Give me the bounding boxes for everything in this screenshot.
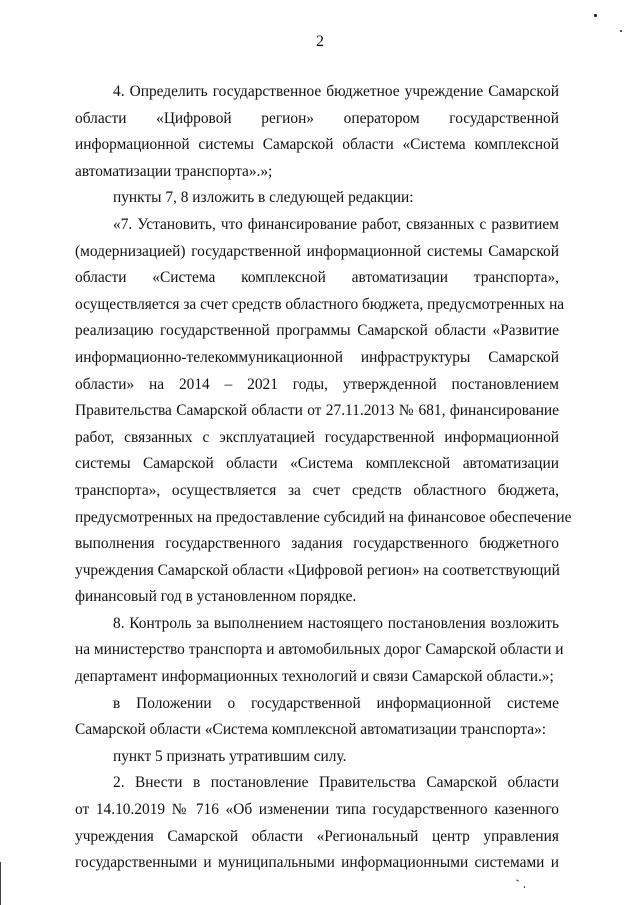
- page-number: 2: [316, 33, 324, 50]
- text-line: «7. Установить, что финансирование работ, связанных с развитием: [113, 215, 559, 233]
- paragraph-regulation: [75, 691, 559, 744]
- scan-edge-line: [0, 862, 1, 905]
- text-line: Самарской области «Система комплексной автоматизации транспорта»:: [75, 721, 547, 739]
- text-line: области» на 2014 – 2021 годы, утвержденной постановлением: [75, 375, 559, 393]
- text-line: реализацию государственной программы Самарской области «Развитие: [75, 322, 559, 340]
- text-line: финансовый год в установленном порядке.: [75, 588, 357, 606]
- text-line: (модернизацией) государственной информационной системы Самарской: [75, 242, 559, 260]
- text-line: департамент информационных технологий и связи Самарской области.»;: [75, 668, 554, 686]
- paragraph-point-8: [75, 611, 564, 691]
- text-line: пункты 7, 8 изложить в следующей редакции:: [113, 189, 414, 207]
- text-line: учреждения Самарской области «Цифровой регион» на соответствующий: [75, 561, 560, 579]
- text-line: от 14.10.2019 № 716 «Об изменении типа государственного казенного: [75, 801, 559, 819]
- text-line: 2. Внести в постановление Правительства Самарской области: [113, 774, 559, 792]
- document-body: [75, 79, 572, 877]
- text-line: информационно-телекоммуникационной инфраструктуры Самарской: [75, 348, 559, 366]
- scan-speck: [594, 14, 597, 17]
- scan-speck: [516, 879, 519, 881]
- scan-speck: [620, 30, 622, 32]
- text-line: Правительства Самарской области от 27.11.2013 № 681, финансирование: [75, 402, 559, 420]
- text-line: системы Самарской области «Система комплексной автоматизации: [75, 455, 559, 473]
- paragraph-item-2: [75, 770, 559, 876]
- text-line: транспорта», осуществляется за счет средств областного бюджета,: [75, 481, 559, 499]
- text-line: 4. Определить государственное бюджетное учреждение Самарской: [113, 83, 559, 100]
- scan-speck: [524, 886, 525, 888]
- text-line: автоматизации транспорта».»;: [75, 162, 273, 180]
- paragraph-item-4: [75, 79, 559, 185]
- paragraph-point-5: [75, 744, 559, 771]
- text-line: осуществляется за счет средств областного бюджета, предусмотренных на: [75, 295, 565, 313]
- text-line: на министерство транспорта и автомобильных дорог Самарской области и: [75, 641, 564, 659]
- text-line: пункт 5 признать утратившим силу.: [113, 747, 347, 765]
- text-line: выполнения государственного задания государственного бюджетного: [75, 535, 559, 553]
- text-line: области «Цифровой регион» оператором государственной: [75, 109, 559, 127]
- text-line: информационной системы Самарской области «Система комплексной: [75, 136, 559, 154]
- text-line: области «Система комплексной автоматизации транспорта»,: [75, 269, 559, 287]
- paragraph-points-7-8: [75, 185, 559, 212]
- text-line: государственными и муниципальными информационными системами и: [75, 854, 559, 872]
- text-line: предусмотренных на предоставление субсидий на финансовое обеспечение: [75, 508, 572, 526]
- paragraph-point-7: [75, 212, 572, 611]
- text-line: 8. Контроль за выполнением настоящего постановления возложить: [113, 614, 559, 632]
- text-line: учреждения Самарской области «Региональный центр управления: [75, 827, 559, 845]
- text-line: в Положении о государственной информационной системе: [113, 694, 559, 712]
- text-line: работ, связанных с эксплуатацией государственной информационной: [75, 428, 559, 446]
